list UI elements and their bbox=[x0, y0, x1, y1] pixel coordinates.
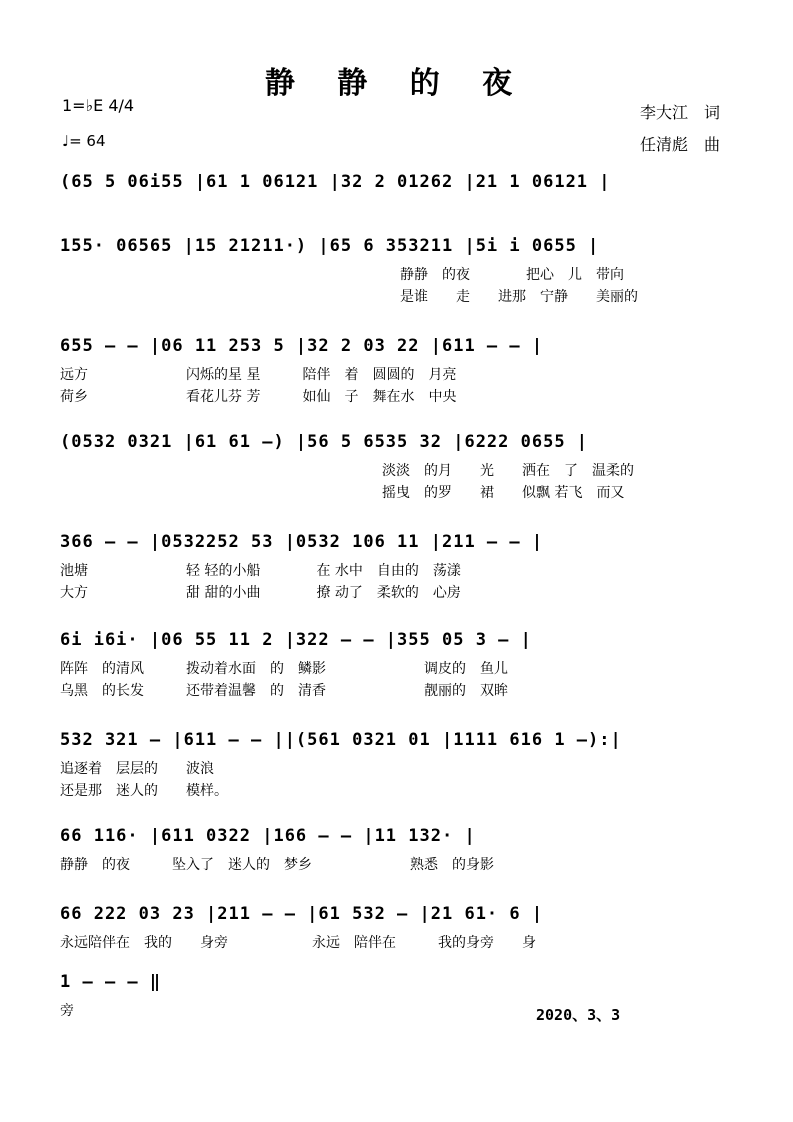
lyric-line: 永远陪伴在 我的 身旁 永远 陪伴在 我的身旁 身 bbox=[60, 935, 536, 951]
composer-credit: 任清彪 曲 bbox=[640, 135, 721, 154]
notation-line: 1 – – – ‖ bbox=[60, 972, 162, 992]
score-system bbox=[60, 236, 730, 305]
notation-line: 6i i6i· |06 55 11 2 |322 – – |355 05 3 – | bbox=[60, 630, 532, 650]
notation-line: 66 116· |611 0322 |166 – – |11 132· | bbox=[60, 826, 476, 846]
lyric-line: 还是那 迷人的 模样。 bbox=[60, 783, 228, 799]
tempo-marking: ♩= 64 bbox=[62, 132, 106, 150]
notation-line: (0532 0321 |61 61 –) |56 5 6535 32 |6222 0655 | bbox=[60, 432, 589, 452]
lyric-line: 大方 甜 甜的小曲 撩 动了 柔软的 心房 bbox=[60, 585, 461, 601]
lyric-line: 摇曳 的罗 裙 似飘 若飞 而又 bbox=[382, 485, 625, 501]
song-title: 静 静 的 夜 bbox=[264, 66, 529, 101]
lyric-line: 阵阵 的清风 拨动着水面 的 鳞影 调皮的 鱼儿 bbox=[60, 661, 508, 677]
date-stamp: 2020、3、3 bbox=[536, 1006, 621, 1024]
lyric-line: 是谁 走 进那 宁静 美丽的 bbox=[400, 289, 638, 305]
notation-line: 655 – – |06 11 253 5 |32 2 03 22 |611 – – | bbox=[60, 336, 544, 356]
score-system bbox=[60, 172, 730, 200]
lyricist-credit: 李大江 词 bbox=[640, 103, 721, 122]
score-system bbox=[60, 532, 730, 601]
score-system bbox=[60, 826, 730, 873]
lyric-line: 静静 的夜 把心 儿 带向 bbox=[400, 267, 624, 283]
lyric-line: 追逐着 层层的 波浪 bbox=[60, 761, 214, 777]
score-system bbox=[60, 730, 730, 799]
notation-line: 155· 06565 |15 21211·) |65 6 353211 |5i i 0655 | bbox=[60, 236, 600, 256]
notation-line: (65 5 06i55 |61 1 06121 |32 2 01262 |21 1 06121 | bbox=[60, 172, 611, 192]
key-signature: 1=♭E 4/4 bbox=[62, 96, 135, 115]
lyric-line: 乌黑 的长发 还带着温馨 的 清香 靓丽的 双眸 bbox=[60, 683, 508, 699]
lyric-line: 静静 的夜 坠入了 迷人的 梦乡 熟悉 的身影 bbox=[60, 857, 494, 873]
lyric-line: 淡淡 的月 光 洒在 了 温柔的 bbox=[382, 463, 634, 479]
notation-line: 366 – – |0532252 53 |0532 106 11 |211 – – | bbox=[60, 532, 544, 552]
lyric-line: 旁 bbox=[60, 1003, 74, 1019]
notation-line: 532 321 – |611 – – ||(561 0321 01 |1111 616 1 –):| bbox=[60, 730, 622, 750]
score-system bbox=[60, 904, 730, 951]
lyric-line: 池塘 轻 轻的小船 在 水中 自由的 荡漾 bbox=[60, 563, 461, 579]
lyric-line: 远方 闪烁的星 星 陪伴 着 圆圆的 月亮 bbox=[60, 367, 457, 383]
notation-line: 66 222 03 23 |211 – – |61 532 – |21 61· 6 | bbox=[60, 904, 544, 924]
score-system bbox=[60, 630, 730, 699]
score-system bbox=[60, 432, 730, 501]
lyric-line: 荷乡 看花儿芬 芳 如仙 子 舞在水 中央 bbox=[60, 389, 457, 405]
score-system bbox=[60, 336, 730, 405]
